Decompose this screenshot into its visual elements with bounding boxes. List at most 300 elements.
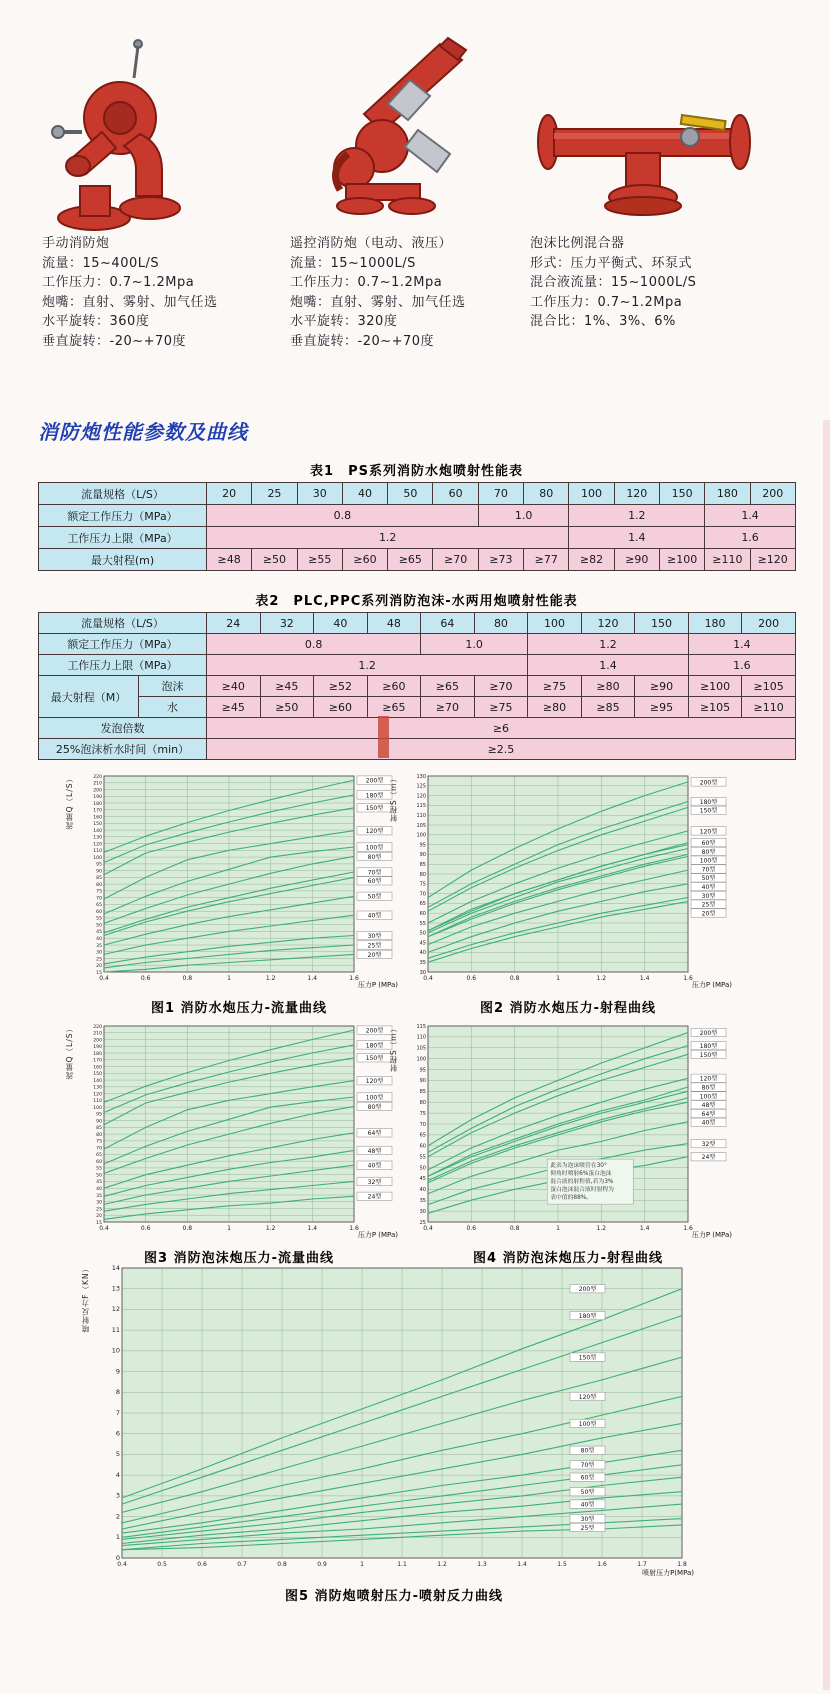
table-cell: 流量规格（L/S） xyxy=(39,613,207,634)
svg-text:150型: 150型 xyxy=(699,1051,718,1059)
svg-text:75: 75 xyxy=(419,881,426,888)
svg-text:35: 35 xyxy=(419,1198,426,1204)
svg-text:140: 140 xyxy=(93,828,102,834)
svg-text:0.4: 0.4 xyxy=(117,1561,127,1568)
table-cell: ≥60 xyxy=(367,676,421,697)
svg-text:200: 200 xyxy=(93,788,102,794)
svg-text:100: 100 xyxy=(416,832,426,839)
table-cell: 150 xyxy=(635,613,689,634)
table-cell: 1.0 xyxy=(421,634,528,655)
svg-text:80型: 80型 xyxy=(367,1103,382,1111)
svg-text:220: 220 xyxy=(93,774,102,780)
svg-text:95: 95 xyxy=(419,1067,426,1074)
manual-monitor-image xyxy=(42,28,288,234)
svg-text:0.5: 0.5 xyxy=(157,1561,167,1568)
svg-text:20型: 20型 xyxy=(367,951,382,959)
svg-text:1.4: 1.4 xyxy=(307,975,318,982)
svg-text:150型: 150型 xyxy=(365,805,384,813)
svg-text:0.6: 0.6 xyxy=(466,975,477,982)
svg-text:70: 70 xyxy=(419,891,426,898)
table-cell: 额定工作压力（MPa） xyxy=(39,634,207,655)
svg-text:105: 105 xyxy=(416,822,426,829)
product-spec: 混合液流量：15~1000L/S xyxy=(530,275,697,290)
table-cell: ≥82 xyxy=(569,549,614,571)
svg-text:1.6: 1.6 xyxy=(683,975,693,982)
table-cell: ≥110 xyxy=(742,697,796,718)
table-cell: 180 xyxy=(705,483,750,505)
svg-text:80型: 80型 xyxy=(580,1447,595,1455)
svg-text:1.2: 1.2 xyxy=(265,975,276,982)
chart-caption: 图2 消防水炮压力-射程曲线 xyxy=(480,1001,656,1016)
table-cell: ≥80 xyxy=(528,697,582,718)
table2-title: 表2 PLC,PPC系列消防泡沫-水两用炮喷射性能表 xyxy=(255,594,578,609)
svg-text:32型: 32型 xyxy=(367,1178,382,1186)
svg-text:100型: 100型 xyxy=(699,857,718,865)
svg-text:此表为泡沫喷管在30°: 此表为泡沫喷管在30° xyxy=(550,1163,607,1170)
table-cell: 发泡倍数 xyxy=(39,718,207,739)
svg-text:0.4: 0.4 xyxy=(423,1225,433,1232)
svg-text:32型: 32型 xyxy=(701,1141,716,1148)
table-cell: 工作压力上限（MPa） xyxy=(39,655,207,676)
svg-text:1.6: 1.6 xyxy=(683,1225,693,1232)
product-name: 泡沫比例混合器 xyxy=(530,236,625,251)
svg-text:100: 100 xyxy=(416,1056,426,1063)
svg-text:1: 1 xyxy=(360,1561,364,1568)
foam-proportioner-image xyxy=(530,28,810,234)
table-cell: ≥100 xyxy=(659,549,704,571)
table-cell: 1.4 xyxy=(528,655,689,676)
svg-text:0.7: 0.7 xyxy=(237,1561,247,1568)
svg-text:180型: 180型 xyxy=(365,1042,384,1050)
table-cell: ≥105 xyxy=(688,697,742,718)
svg-text:110: 110 xyxy=(93,849,102,855)
table-cell: 1.4 xyxy=(688,634,795,655)
svg-text:100型: 100型 xyxy=(578,1420,597,1428)
table-cell: 泡沫 xyxy=(139,676,207,697)
svg-text:170: 170 xyxy=(93,1058,102,1064)
table-cell: ≥75 xyxy=(474,697,528,718)
svg-text:50型: 50型 xyxy=(701,875,716,883)
table-cell: ≥77 xyxy=(524,549,569,571)
table-cell: ≥6 xyxy=(207,718,796,739)
chart-caption: 图4 消防泡沫炮压力-射程曲线 xyxy=(473,1251,663,1266)
table-cell: 0.8 xyxy=(207,634,421,655)
svg-text:180型: 180型 xyxy=(578,1313,597,1320)
svg-text:200型: 200型 xyxy=(699,779,718,787)
svg-text:混合液的射程值,若为3%: 混合液的射程值,若为3% xyxy=(550,1179,614,1186)
svg-text:50型: 50型 xyxy=(580,1489,595,1497)
svg-text:70型: 70型 xyxy=(701,866,716,874)
svg-text:1.3: 1.3 xyxy=(477,1561,487,1568)
product-spec: 工作压力：0.7~1.2Mpa xyxy=(290,275,443,290)
svg-text:85: 85 xyxy=(96,876,102,882)
svg-text:120型: 120型 xyxy=(365,828,384,836)
svg-text:1.6: 1.6 xyxy=(349,975,359,982)
svg-text:80: 80 xyxy=(96,882,102,888)
chart-foam-flow-curve xyxy=(65,1018,400,1266)
svg-text:120型: 120型 xyxy=(578,1393,597,1401)
svg-text:40型: 40型 xyxy=(367,1162,382,1170)
table-cell: 24 xyxy=(207,613,261,634)
y-axis-label: 射程S（m） xyxy=(389,1024,398,1073)
table2-foam-water-monitor-performance xyxy=(38,612,796,760)
table-cell: 1.2 xyxy=(207,527,569,549)
remote-monitor-image xyxy=(290,28,536,234)
y-axis-label: 射程S（m） xyxy=(389,774,398,823)
svg-text:25型: 25型 xyxy=(367,942,382,950)
chart-caption: 图1 消防水炮压力-流量曲线 xyxy=(151,1001,327,1016)
svg-text:90: 90 xyxy=(419,852,426,859)
svg-text:15: 15 xyxy=(96,970,102,976)
svg-text:1.6: 1.6 xyxy=(349,1225,359,1232)
chart-foam-range-curve xyxy=(389,1018,734,1266)
svg-text:40: 40 xyxy=(96,1187,102,1192)
chart-water-flow-curve xyxy=(65,768,400,1016)
table-cell: ≥105 xyxy=(742,676,796,697)
chart-caption: 图5 消防炮喷射压力-喷射反力曲线 xyxy=(285,1589,503,1604)
chart-reaction-force-curve xyxy=(81,1258,696,1604)
product-spec: 工作压力：0.7~1.2Mpa xyxy=(42,275,195,290)
svg-text:0.8: 0.8 xyxy=(509,975,520,982)
svg-text:210: 210 xyxy=(93,781,102,787)
table-cell: 100 xyxy=(528,613,582,634)
svg-text:95: 95 xyxy=(96,1112,102,1118)
svg-text:50: 50 xyxy=(419,930,426,937)
svg-text:220: 220 xyxy=(93,1024,102,1030)
svg-text:180型: 180型 xyxy=(699,1043,718,1050)
svg-text:蛋白泡沫混合液时射程为: 蛋白泡沫混合液时射程为 xyxy=(550,1187,614,1194)
svg-text:115: 115 xyxy=(416,803,426,810)
svg-text:130: 130 xyxy=(93,1085,102,1091)
table-cell: ≥65 xyxy=(388,549,433,571)
y-axis-label: 流量Q（L/S） xyxy=(65,774,74,830)
svg-text:120型: 120型 xyxy=(365,1078,384,1086)
chart-plot xyxy=(402,768,734,990)
svg-text:13: 13 xyxy=(111,1284,120,1293)
product-name: 遥控消防炮（电动、液压） xyxy=(290,236,453,251)
table-row xyxy=(39,527,796,549)
svg-text:1.4: 1.4 xyxy=(307,1225,318,1232)
svg-text:180: 180 xyxy=(93,801,102,807)
svg-text:0.8: 0.8 xyxy=(182,1225,193,1232)
svg-text:1.4: 1.4 xyxy=(517,1561,527,1568)
scan-artifact-mark xyxy=(378,716,389,758)
svg-text:压力P (MPa): 压力P (MPa) xyxy=(691,1231,732,1239)
table-cell: ≥60 xyxy=(314,697,368,718)
product-spec: 垂直旋转：-20~+70度 xyxy=(42,333,187,349)
table-row xyxy=(39,697,796,718)
svg-text:0.6: 0.6 xyxy=(466,1225,477,1232)
svg-text:120: 120 xyxy=(93,842,102,848)
product-spec: 流量：15~400L/S xyxy=(42,255,160,271)
svg-text:1: 1 xyxy=(227,975,231,982)
svg-text:25: 25 xyxy=(96,1207,102,1213)
svg-text:65: 65 xyxy=(419,1132,426,1139)
svg-text:170: 170 xyxy=(93,808,102,814)
svg-text:7: 7 xyxy=(115,1408,120,1417)
svg-text:1.5: 1.5 xyxy=(557,1561,567,1568)
svg-text:130: 130 xyxy=(416,773,426,780)
svg-text:5: 5 xyxy=(115,1450,120,1459)
table-cell: ≥48 xyxy=(207,549,252,571)
svg-text:35: 35 xyxy=(419,960,426,966)
svg-text:40型: 40型 xyxy=(367,912,382,920)
svg-text:55: 55 xyxy=(96,1166,102,1172)
table-cell: ≥52 xyxy=(314,676,368,697)
svg-text:70: 70 xyxy=(96,896,102,902)
product-remote-monitor xyxy=(290,28,536,351)
svg-text:0.4: 0.4 xyxy=(423,975,433,982)
svg-text:55: 55 xyxy=(419,1154,426,1161)
svg-text:60: 60 xyxy=(419,1143,426,1150)
svg-text:50: 50 xyxy=(419,1165,426,1172)
table-cell: 30 xyxy=(297,483,342,505)
svg-text:24型: 24型 xyxy=(701,1154,716,1162)
y-axis-label: 喷射反力F（KN） xyxy=(81,1264,90,1333)
svg-text:30: 30 xyxy=(96,1200,102,1206)
svg-text:30: 30 xyxy=(96,950,102,956)
table-row xyxy=(39,549,796,571)
svg-text:1: 1 xyxy=(556,975,560,982)
svg-text:30型: 30型 xyxy=(367,932,382,940)
svg-text:1: 1 xyxy=(556,1225,560,1232)
svg-text:1.6: 1.6 xyxy=(597,1561,607,1568)
svg-text:25: 25 xyxy=(419,1219,426,1226)
svg-text:压力P (MPa): 压力P (MPa) xyxy=(691,981,732,989)
svg-text:1.4: 1.4 xyxy=(639,1225,650,1232)
svg-text:100型: 100型 xyxy=(699,1093,718,1101)
svg-text:60型: 60型 xyxy=(367,878,382,886)
product-foam-proportioner xyxy=(530,28,810,332)
svg-text:190: 190 xyxy=(93,1045,102,1051)
svg-text:45: 45 xyxy=(419,1176,426,1183)
svg-text:120: 120 xyxy=(93,1092,102,1098)
svg-text:75: 75 xyxy=(96,889,102,895)
svg-text:30型: 30型 xyxy=(580,1516,595,1523)
table-cell: ≥70 xyxy=(433,549,478,571)
table-cell: 水 xyxy=(139,697,207,718)
svg-text:14: 14 xyxy=(111,1263,120,1272)
svg-text:75: 75 xyxy=(419,1110,426,1117)
svg-text:80型: 80型 xyxy=(701,1084,716,1092)
svg-text:105: 105 xyxy=(416,1045,426,1052)
svg-text:1.2: 1.2 xyxy=(596,1225,607,1232)
svg-text:160: 160 xyxy=(93,1065,102,1071)
table-cell: ≥40 xyxy=(207,676,261,697)
svg-text:1.4: 1.4 xyxy=(639,975,650,982)
svg-text:1.1: 1.1 xyxy=(397,1561,407,1568)
table-cell: 1.4 xyxy=(705,505,796,527)
page-edge-tint xyxy=(823,420,830,1690)
svg-text:55: 55 xyxy=(419,920,426,927)
table-row xyxy=(39,655,796,676)
table-cell: 64 xyxy=(421,613,475,634)
svg-text:25: 25 xyxy=(96,957,102,963)
svg-text:40型: 40型 xyxy=(701,1119,716,1127)
table-cell: 1.4 xyxy=(569,527,705,549)
svg-text:压力P (MPa): 压力P (MPa) xyxy=(357,1231,398,1239)
svg-text:35: 35 xyxy=(96,943,102,949)
table-cell: 200 xyxy=(750,483,795,505)
svg-text:200型: 200型 xyxy=(578,1286,597,1294)
table-cell: 40 xyxy=(314,613,368,634)
svg-text:48型: 48型 xyxy=(701,1102,716,1110)
svg-text:25型: 25型 xyxy=(580,1524,595,1532)
svg-text:30: 30 xyxy=(419,1208,426,1215)
table-cell: 40 xyxy=(342,483,387,505)
table-cell: ≥90 xyxy=(635,676,689,697)
svg-text:65: 65 xyxy=(96,1153,102,1159)
table-cell: 1.0 xyxy=(478,505,569,527)
y-axis-label: 流量Q（L/S） xyxy=(65,1024,74,1080)
table-cell: ≥100 xyxy=(688,676,742,697)
svg-text:120型: 120型 xyxy=(699,828,718,836)
svg-text:120型: 120型 xyxy=(699,1075,718,1083)
table-cell: ≥50 xyxy=(252,549,297,571)
svg-text:8: 8 xyxy=(115,1388,120,1397)
svg-text:85: 85 xyxy=(419,862,426,868)
table-cell: 1.2 xyxy=(528,634,689,655)
svg-text:70: 70 xyxy=(419,1121,426,1128)
svg-text:200型: 200型 xyxy=(365,777,384,785)
svg-text:0.8: 0.8 xyxy=(277,1561,287,1568)
table-row xyxy=(39,676,796,697)
table-cell: 流量规格（L/S） xyxy=(39,483,207,505)
svg-text:40: 40 xyxy=(419,950,426,957)
svg-text:70: 70 xyxy=(96,1146,102,1152)
svg-text:85: 85 xyxy=(96,1126,102,1132)
product-spec: 炮嘴：直射、雾射、加气任选 xyxy=(42,294,218,310)
table-cell: ≥70 xyxy=(474,676,528,697)
svg-text:150型: 150型 xyxy=(578,1354,597,1362)
svg-text:180型: 180型 xyxy=(699,798,718,806)
table-row xyxy=(39,483,796,505)
table-cell: 80 xyxy=(474,613,528,634)
chart-plot xyxy=(78,1018,400,1240)
svg-text:200: 200 xyxy=(93,1038,102,1044)
svg-text:喷射压力P(MPa): 喷射压力P(MPa) xyxy=(642,1569,694,1577)
table-cell: ≥90 xyxy=(614,549,659,571)
svg-text:90: 90 xyxy=(96,869,102,875)
svg-text:10: 10 xyxy=(111,1346,120,1355)
svg-text:0: 0 xyxy=(115,1553,120,1562)
svg-text:12: 12 xyxy=(111,1305,120,1314)
svg-text:64型: 64型 xyxy=(701,1110,716,1118)
svg-text:130: 130 xyxy=(93,835,102,841)
table-cell: ≥2.5 xyxy=(207,739,796,760)
svg-text:4: 4 xyxy=(115,1470,120,1479)
product-spec: 工作压力：0.7~1.2Mpa xyxy=(530,294,683,310)
table-cell: 150 xyxy=(659,483,704,505)
svg-text:180型: 180型 xyxy=(365,792,384,800)
svg-text:80型: 80型 xyxy=(367,853,382,861)
product-name: 手动消防炮 xyxy=(42,236,110,251)
table-cell: 最大射程(m) xyxy=(39,549,207,571)
svg-text:70型: 70型 xyxy=(367,869,382,877)
table-cell: 120 xyxy=(581,613,635,634)
table-cell: 额定工作压力（MPa） xyxy=(39,505,207,527)
svg-text:20: 20 xyxy=(96,1214,102,1219)
table-cell: ≥60 xyxy=(342,549,387,571)
svg-text:0.8: 0.8 xyxy=(509,1225,520,1232)
table-cell: 25 xyxy=(252,483,297,505)
table-cell: 100 xyxy=(569,483,614,505)
svg-text:65: 65 xyxy=(96,903,102,909)
svg-text:45: 45 xyxy=(419,940,426,947)
svg-text:65: 65 xyxy=(419,901,426,908)
remote-monitor-illustration xyxy=(290,34,495,234)
section-title: 消防炮性能参数及曲线 xyxy=(38,420,248,444)
table-cell: ≥55 xyxy=(297,549,342,571)
svg-text:9: 9 xyxy=(115,1367,120,1376)
table-cell: ≥65 xyxy=(367,697,421,718)
table-cell: 1.2 xyxy=(569,505,705,527)
product-manual-monitor xyxy=(42,28,288,351)
svg-text:15: 15 xyxy=(96,1220,102,1226)
table-cell: ≥95 xyxy=(635,697,689,718)
svg-text:50: 50 xyxy=(96,923,102,929)
svg-text:90: 90 xyxy=(419,1078,426,1085)
table-cell: 1.6 xyxy=(705,527,796,549)
svg-text:210: 210 xyxy=(93,1031,102,1037)
svg-text:40型: 40型 xyxy=(580,1501,595,1509)
chart-plot xyxy=(78,768,400,990)
table-cell: 0.8 xyxy=(207,505,479,527)
svg-text:140: 140 xyxy=(93,1078,102,1084)
svg-text:180: 180 xyxy=(93,1051,102,1057)
svg-text:95: 95 xyxy=(419,842,426,849)
svg-text:90: 90 xyxy=(96,1119,102,1125)
svg-text:1: 1 xyxy=(227,1225,231,1232)
svg-text:25型: 25型 xyxy=(701,901,716,909)
svg-text:200型: 200型 xyxy=(699,1029,718,1037)
svg-text:0.6: 0.6 xyxy=(140,975,151,982)
svg-text:45: 45 xyxy=(96,930,102,936)
svg-text:压力P (MPa): 压力P (MPa) xyxy=(357,981,398,989)
chart-water-range-curve xyxy=(389,768,734,1016)
svg-text:190: 190 xyxy=(93,795,102,801)
table-cell: 1.2 xyxy=(207,655,528,676)
svg-text:0.9: 0.9 xyxy=(317,1561,327,1568)
table-cell: ≥110 xyxy=(705,549,750,571)
product-spec: 流量：15~1000L/S xyxy=(290,255,416,271)
table-cell: 50 xyxy=(388,483,433,505)
svg-text:仰角时喷射6%蛋白泡沫: 仰角时喷射6%蛋白泡沫 xyxy=(550,1171,612,1178)
svg-text:50型: 50型 xyxy=(367,893,382,901)
product-spec: 混合比：1%、3%、6% xyxy=(530,314,676,329)
chart-plot xyxy=(402,1018,734,1240)
svg-text:6: 6 xyxy=(115,1429,120,1438)
chart-caption: 图3 消防泡沫炮压力-流量曲线 xyxy=(144,1251,334,1266)
svg-text:120: 120 xyxy=(416,793,426,800)
table-cell: 1.6 xyxy=(688,655,795,676)
product-spec: 水平旋转：360度 xyxy=(42,314,150,329)
svg-text:20型: 20型 xyxy=(701,910,716,918)
table-cell: 32 xyxy=(260,613,314,634)
svg-text:40型: 40型 xyxy=(701,884,716,891)
svg-text:0.6: 0.6 xyxy=(140,1225,151,1232)
svg-text:50: 50 xyxy=(96,1173,102,1179)
table-cell: ≥120 xyxy=(750,549,795,571)
svg-text:45: 45 xyxy=(96,1180,102,1186)
svg-text:1: 1 xyxy=(115,1533,120,1542)
svg-text:2: 2 xyxy=(115,1512,120,1521)
svg-text:115: 115 xyxy=(416,1023,426,1030)
svg-text:0.6: 0.6 xyxy=(197,1561,207,1568)
svg-text:160: 160 xyxy=(93,815,102,821)
product-spec: 形式：压力平衡式、环泵式 xyxy=(530,255,693,271)
svg-text:150型: 150型 xyxy=(699,807,718,815)
